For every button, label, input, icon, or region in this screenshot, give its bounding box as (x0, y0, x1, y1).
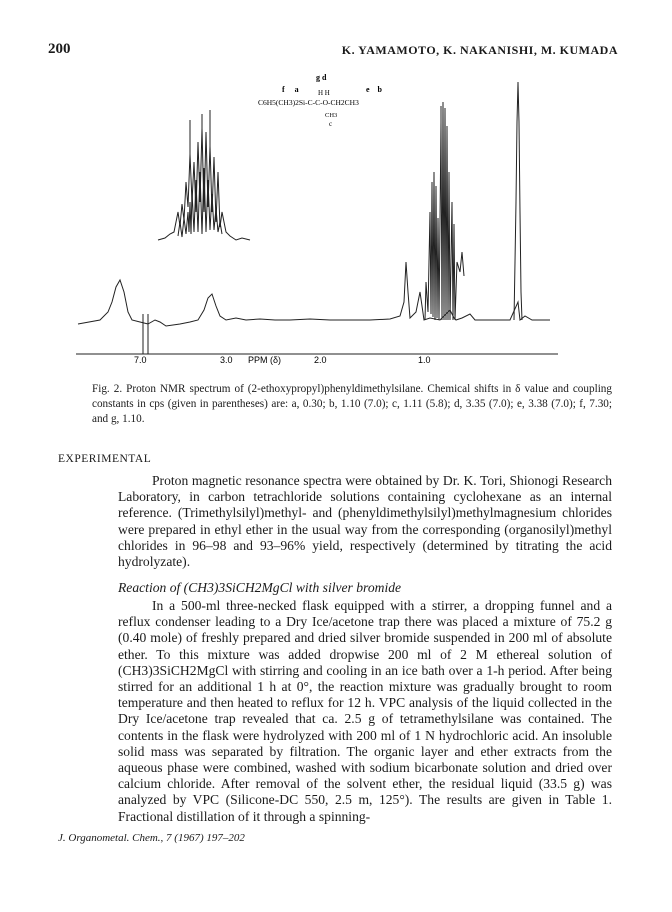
paragraph-2 (118, 598, 612, 825)
page-number: 200 (48, 41, 71, 57)
structure-formula: C6H5(CH3)2Si-C-C-O-CH2CH3 (258, 98, 359, 107)
section-heading: EXPERIMENTAL (58, 453, 152, 465)
caption-label: Fig. 2. (92, 383, 123, 395)
paragraph-1-text: Proton magnetic resonance spectra were obtained by Dr. K. Tori, Shionogi Research Laboratory, in carbon tetrachloride solutions containing cyclohexane as an internal reference. (Trimethylsilyl)methyl- and (phenyldimethylsilyl)methylmagnesium chlorides were prepared in ethyl ether in the usual way from the corresponding (organosilyl)methyl chlorides in 96–98 and 93–96% yield, respectively (determined by titrating the acid hydrolyzate). (118, 473, 612, 570)
axis-unit-label: PPM (δ) (248, 355, 282, 365)
spectrum-traces (78, 82, 550, 354)
tick-7-0: 7.0 (134, 355, 147, 365)
proton-letters-top: g d (316, 73, 327, 82)
subheading: Reaction of (CH3)3SiCH2MgCl with silver bromide (118, 580, 402, 595)
caption-text: Proton NMR spectrum of (2-ethoxypropyl)phenyldimethylsilane. Chemical shifts in δ value and coupling constants in cps (given in parentheses) are: a, 0.30; b, 1.10 (7.0); c, 1.11 (5.8); d, 3.35 (7.0); e, 3.38 (7.0); f, 7.30; and g, 1.10. (92, 383, 612, 425)
nmr-spectrum-figure (70, 62, 570, 382)
figure-caption (92, 382, 612, 427)
tick-3-0: 3.0 (220, 355, 233, 365)
structure-c-label: c (329, 120, 333, 128)
paragraph-2-text: In a 500-ml three-necked flask equipped with a stirrer, a dropping funnel and a reflux condenser leading to a Dry Ice/acetone trap there was placed a mixture of 75.2 g (0.40 mole) of freshly prepared and dried silver bromide suspended in 200 ml of absolute ether. To this mixture was added dropwise 200 ml of 2 M ethereal solution of (CH3)3SiCH2MgCl with stirring and cooling in an ice bath over a 1-h period. After being stirred for an additional 1 h at 0°, the reaction mixture was gradually brought to room temperature and then heated to reflux for 12 h. VPC analysis of the liquid collected in the Dry Ice/acetone trap revealed that ca. 2.5 g of tetramethylsilane was contained. The contents in the flask were hydrolyzed with 200 ml of 1 N hydrochloric acid. An insoluble solid mass was separated by filtration. The organic layer and ether extracts from the aqueous phase were combined, washed with sodium bicarbonate solution and dried over calcium chloride. After removal of the solvent ether, the residual liquid (33.5 g) was analyzed by VPC (Silicone-DC 550, 2.5 m, 125°). The results are given in Table 1. Fractional distillation of it through a spinning- (118, 598, 612, 824)
structure-h: H H (318, 89, 330, 97)
tick-2-0: 2.0 (314, 355, 327, 365)
paragraph-1 (118, 473, 612, 570)
spectrum-baseline (78, 262, 550, 326)
structure-methyl: CH3 (325, 112, 338, 119)
journal-footer: J. Organometal. Chem., 7 (1967) 197–202 (58, 832, 245, 844)
proton-letters-right: e b (366, 85, 382, 94)
running-head: K. YAMAMOTO, K. NAKANISHI, M. KUMADA (341, 43, 618, 57)
tick-1-0: 1.0 (418, 355, 431, 365)
peak-group-right-tall (425, 102, 464, 320)
proton-letters-second: f a (282, 85, 299, 94)
peak-right-isolated (514, 82, 522, 320)
